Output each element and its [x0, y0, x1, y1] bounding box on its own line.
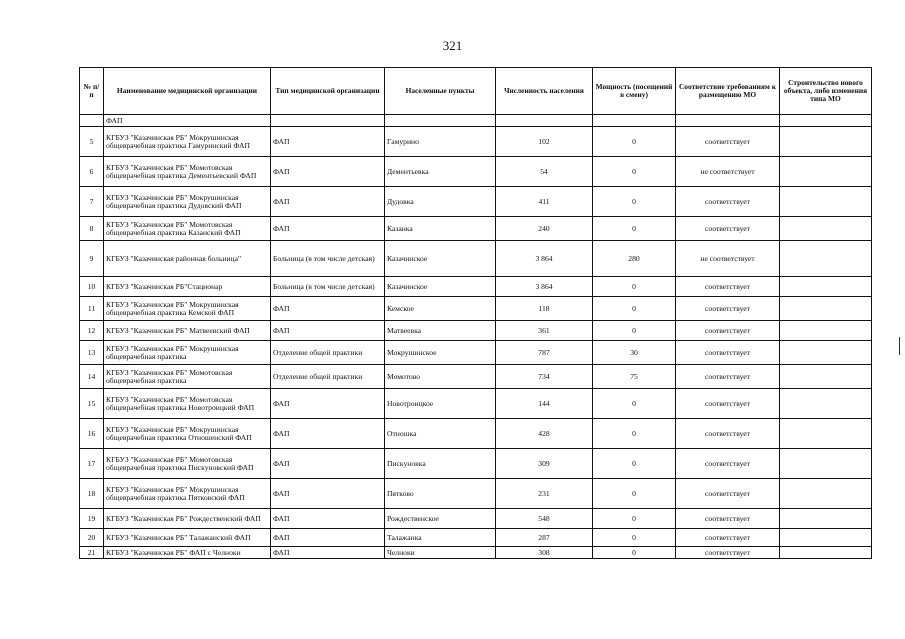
cell-organization-name: КГБУЗ "Казачинская РБ" Рождественский ФАП: [104, 509, 271, 529]
header-number: № п/п: [80, 68, 104, 115]
cell-settlement: Челноки: [385, 547, 496, 559]
cell-compliance: соответствует: [676, 419, 780, 449]
cell-population: 3 864: [496, 241, 593, 277]
page-number: 321: [442, 38, 463, 53]
table-row: [80, 321, 872, 341]
header-organization-name: Наименование медицинской организации: [104, 68, 271, 115]
cell-organization-name: КГБУЗ "Казачинская РБ" Момотовская общеврачебная практика: [104, 365, 271, 389]
cell-settlement: Отношка: [385, 419, 496, 449]
cell-organization-type: Отделение общей практики: [271, 365, 385, 389]
cell-organization-type: ФАП: [271, 157, 385, 187]
header-organization-type: Тип медицинской организации: [271, 68, 385, 115]
header-population: Численность населения: [496, 68, 593, 115]
cell-organization-type: ФАП: [271, 479, 385, 509]
cell-capacity: 0: [593, 127, 676, 157]
cell-population: 361: [496, 321, 593, 341]
cell-organization-name: КГБУЗ "Казачинская районная больница": [104, 241, 271, 277]
cell-capacity: 0: [593, 509, 676, 529]
cell-organization-name: КГБУЗ "Казачинская РБ" Момотовская общеврачебная практика Казанский ФАП: [104, 217, 271, 241]
table-row: [80, 241, 872, 277]
cell-construction: [780, 127, 872, 157]
cell-capacity: 0: [593, 419, 676, 449]
cell-capacity: 30: [593, 341, 676, 365]
cell-capacity: 75: [593, 365, 676, 389]
cell-settlement: [385, 115, 496, 127]
cell-organization-name: КГБУЗ "Казачинская РБ" Мокрушинская общеврачебная практика Гамуринский ФАП: [104, 127, 271, 157]
cell-number: [80, 115, 104, 127]
cell-compliance: соответствует: [676, 389, 780, 419]
cell-number: 19: [80, 509, 104, 529]
cell-compliance: соответствует: [676, 321, 780, 341]
cell-organization-name: КГБУЗ "Казачинская РБ" Мокрушинская общеврачебная практика Отношенский ФАП: [104, 419, 271, 449]
cell-population: 3 864: [496, 277, 593, 297]
table-row: [80, 547, 872, 559]
cell-settlement: Матвеевка: [385, 321, 496, 341]
table-row: [80, 217, 872, 241]
cell-compliance: соответствует: [676, 547, 780, 559]
cell-capacity: 0: [593, 277, 676, 297]
cell-organization-type: [271, 115, 385, 127]
cell-number: 20: [80, 529, 104, 547]
cell-organization-name: КГБУЗ "Казачинская РБ" Мокрушинская общеврачебная практика Кемской ФАП: [104, 297, 271, 321]
cell-organization-name: КГБУЗ "Казачинская РБ"Стационар: [104, 277, 271, 297]
cell-population: 428: [496, 419, 593, 449]
cell-population: 102: [496, 127, 593, 157]
cell-organization-type: Отделение общей практики: [271, 341, 385, 365]
cell-capacity: 280: [593, 241, 676, 277]
cell-construction: [780, 157, 872, 187]
cell-settlement: Новотроицкое: [385, 389, 496, 419]
cell-number: 13: [80, 341, 104, 365]
medical-organizations-table: [79, 67, 872, 559]
cell-number: 18: [80, 479, 104, 509]
cell-compliance: соответствует: [676, 187, 780, 217]
cell-construction: [780, 529, 872, 547]
margin-mark: [899, 337, 900, 355]
table-header-row: [80, 68, 872, 115]
cell-organization-type: Больница (в том числе детская): [271, 277, 385, 297]
cell-construction: [780, 241, 872, 277]
cell-number: 10: [80, 277, 104, 297]
table-row: [80, 187, 872, 217]
cell-capacity: 0: [593, 217, 676, 241]
cell-population: 231: [496, 479, 593, 509]
table-row: [80, 365, 872, 389]
cell-settlement: Рождественское: [385, 509, 496, 529]
cell-organization-type: ФАП: [271, 419, 385, 449]
cell-settlement: Дементьевка: [385, 157, 496, 187]
header-compliance: Соответствие требованиям к размещению МО: [676, 68, 780, 115]
cell-compliance: не соответствует: [676, 241, 780, 277]
table-row: [80, 509, 872, 529]
cell-organization-name: КГБУЗ "Казачинская РБ" Момотовская общеврачебная практика Дементьевский ФАП: [104, 157, 271, 187]
table-row: [80, 529, 872, 547]
cell-number: 7: [80, 187, 104, 217]
cell-construction: [780, 187, 872, 217]
table-row: [80, 127, 872, 157]
header-capacity: Мощность (посещений в смену): [593, 68, 676, 115]
cell-compliance: соответствует: [676, 341, 780, 365]
cell-construction: [780, 365, 872, 389]
cell-construction: [780, 277, 872, 297]
cell-settlement: Дудовка: [385, 187, 496, 217]
cell-construction: [780, 217, 872, 241]
header-construction: Строительство нового объекта, либо изменения типа МО: [780, 68, 872, 115]
cell-population: 54: [496, 157, 593, 187]
table-body: [80, 115, 872, 559]
cell-compliance: соответствует: [676, 127, 780, 157]
cell-construction: [780, 115, 872, 127]
cell-organization-type: ФАП: [271, 127, 385, 157]
cell-compliance: соответствует: [676, 529, 780, 547]
cell-organization-name: КГБУЗ "Казачинская РБ" ФАП с Челноки: [104, 547, 271, 559]
table-row: [80, 341, 872, 365]
cell-population: 240: [496, 217, 593, 241]
cell-capacity: 0: [593, 449, 676, 479]
cell-compliance: не соответствует: [676, 157, 780, 187]
cell-settlement: Кемское: [385, 297, 496, 321]
cell-organization-name: КГБУЗ "Казачинская РБ" Матвеевский ФАП: [104, 321, 271, 341]
cell-number: 8: [80, 217, 104, 241]
cell-compliance: соответствует: [676, 449, 780, 479]
cell-capacity: 0: [593, 321, 676, 341]
cell-construction: [780, 547, 872, 559]
cell-capacity: [593, 115, 676, 127]
cell-compliance: соответствует: [676, 217, 780, 241]
cell-organization-type: ФАП: [271, 217, 385, 241]
cell-settlement: Казачинское: [385, 241, 496, 277]
cell-construction: [780, 449, 872, 479]
cell-capacity: 0: [593, 529, 676, 547]
cell-construction: [780, 419, 872, 449]
cell-compliance: соответствует: [676, 479, 780, 509]
cell-population: [496, 115, 593, 127]
cell-settlement: Гамурино: [385, 127, 496, 157]
cell-population: 411: [496, 187, 593, 217]
cell-settlement: Мокрушинское: [385, 341, 496, 365]
cell-population: 548: [496, 509, 593, 529]
cell-organization-name: КГБУЗ "Казачинская РБ" Мокрушинская общеврачебная практика: [104, 341, 271, 365]
cell-organization-name: КГБУЗ "Казачинская РБ" Момотовская общеврачебная практика Пискуновский ФАП: [104, 449, 271, 479]
cell-settlement: Момотово: [385, 365, 496, 389]
table-row: [80, 389, 872, 419]
cell-construction: [780, 341, 872, 365]
cell-settlement: Казачинское: [385, 277, 496, 297]
cell-number: 6: [80, 157, 104, 187]
table-row: [80, 419, 872, 449]
cell-construction: [780, 297, 872, 321]
cell-construction: [780, 509, 872, 529]
table-row: [80, 277, 872, 297]
cell-compliance: [676, 115, 780, 127]
continuation-row: [80, 115, 872, 127]
header-settlements: Населенные пункты: [385, 68, 496, 115]
table-row: [80, 479, 872, 509]
cell-capacity: 0: [593, 297, 676, 321]
cell-population: 144: [496, 389, 593, 419]
cell-number: 16: [80, 419, 104, 449]
cell-compliance: соответствует: [676, 509, 780, 529]
table-row: [80, 297, 872, 321]
cell-organization-name: КГБУЗ "Казачинская РБ" Момотовская общеврачебная практика Новотроицкий ФАП: [104, 389, 271, 419]
cell-settlement: Талажанка: [385, 529, 496, 547]
cell-compliance: соответствует: [676, 297, 780, 321]
cell-number: 12: [80, 321, 104, 341]
cell-population: 118: [496, 297, 593, 321]
cell-capacity: 0: [593, 187, 676, 217]
cell-organization-name: КГБУЗ "Казачинская РБ" Мокрушинская общеврачебная практика Пятковский ФАП: [104, 479, 271, 509]
cell-organization-name: КГБУЗ "Казачинская РБ" Талажанский ФАП: [104, 529, 271, 547]
cell-capacity: 0: [593, 479, 676, 509]
cell-settlement: Пятково: [385, 479, 496, 509]
cell-population: 308: [496, 547, 593, 559]
cell-settlement: Пискуновка: [385, 449, 496, 479]
cell-construction: [780, 479, 872, 509]
cell-settlement: Казанка: [385, 217, 496, 241]
cell-construction: [780, 321, 872, 341]
table-row: [80, 449, 872, 479]
cell-organization-type: ФАП: [271, 321, 385, 341]
cell-organization-name: КГБУЗ "Казачинская РБ" Мокрушинская общеврачебная практика Дудовский ФАП: [104, 187, 271, 217]
cell-organization-type: ФАП: [271, 547, 385, 559]
cell-capacity: 0: [593, 157, 676, 187]
table-row: [80, 157, 872, 187]
cell-organization-type: ФАП: [271, 529, 385, 547]
cell-population: 287: [496, 529, 593, 547]
cell-population: 787: [496, 341, 593, 365]
cell-number: 21: [80, 547, 104, 559]
cell-organization-type: ФАП: [271, 187, 385, 217]
cell-number: 14: [80, 365, 104, 389]
cell-construction: [780, 389, 872, 419]
cell-population: 309: [496, 449, 593, 479]
cell-number: 11: [80, 297, 104, 321]
cell-capacity: 0: [593, 547, 676, 559]
cell-organization-name: ФАП: [104, 115, 271, 127]
cell-compliance: соответствует: [676, 365, 780, 389]
cell-compliance: соответствует: [676, 277, 780, 297]
cell-number: 17: [80, 449, 104, 479]
cell-number: 9: [80, 241, 104, 277]
cell-number: 5: [80, 127, 104, 157]
cell-organization-type: ФАП: [271, 389, 385, 419]
cell-population: 734: [496, 365, 593, 389]
cell-number: 15: [80, 389, 104, 419]
cell-organization-type: ФАП: [271, 449, 385, 479]
cell-capacity: 0: [593, 389, 676, 419]
cell-organization-type: ФАП: [271, 509, 385, 529]
cell-organization-type: Больница (в том числе детская): [271, 241, 385, 277]
cell-organization-type: ФАП: [271, 297, 385, 321]
